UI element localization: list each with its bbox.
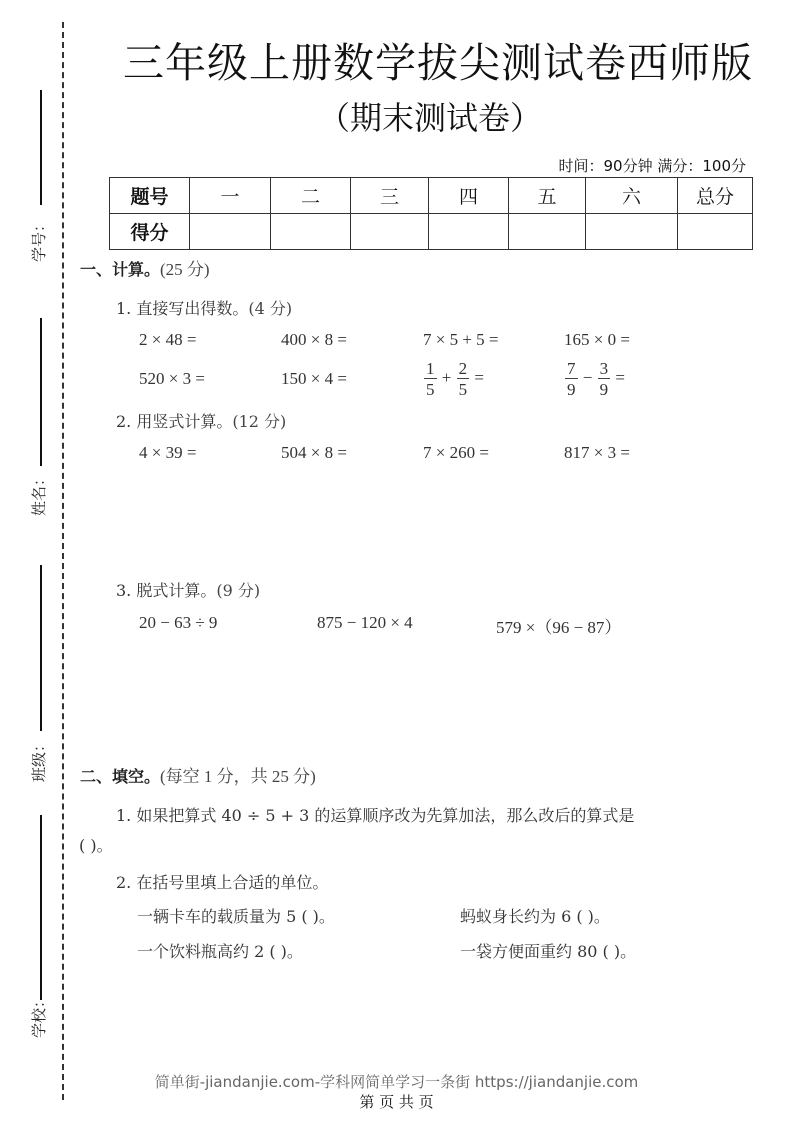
score-row-label: 得分 [110, 214, 190, 250]
class-label: 班级： [30, 736, 48, 782]
section-2-points: (每空 1 分，共 25 分) [160, 767, 316, 786]
section-1-title: 一、计算。 [80, 260, 161, 279]
question-points: (12 分) [232, 412, 287, 431]
fill-blank-item[interactable]: 一袋方便面重约 80 ( )。 [460, 942, 637, 961]
section-1-points: (25 分) [160, 260, 210, 279]
footer-watermark: 简单街-jiandanjie.com-学科网简单学习一条街 https://jiandanjie.com [154, 1073, 639, 1091]
expression: 400 × 8 = [281, 330, 347, 349]
question-1-3 [116, 578, 260, 601]
score-cell[interactable] [271, 214, 351, 250]
expression: 2 × 48 = [139, 330, 197, 349]
expression: 4 × 39 = [139, 443, 197, 462]
fill-blank-item[interactable]: 蚂蚁身长约为 6 ( )。 [460, 907, 610, 926]
score-cell[interactable] [509, 214, 586, 250]
expression: 7 × 260 = [423, 443, 489, 462]
name-label: 姓名： [30, 470, 48, 516]
page-subtitle: （期末测试卷） [317, 99, 542, 137]
expression: 579 ×（96 − 87） [496, 618, 622, 637]
score-cell[interactable] [586, 214, 678, 250]
expression: 504 × 8 = [281, 443, 347, 462]
section-1-heading [80, 255, 210, 280]
fill-blank-item[interactable]: 一个饮料瓶高约 2 ( )。 [137, 942, 303, 961]
score-cell[interactable] [429, 214, 509, 250]
header-cell: 六 [586, 178, 678, 214]
student-id-label: 学号： [30, 216, 48, 262]
header-cell: 二 [271, 178, 351, 214]
question-label: 2. 用竖式计算。 [116, 412, 233, 431]
score-table [109, 177, 753, 250]
question-points: (4 分) [248, 299, 293, 318]
expression: 165 × 0 = [564, 330, 630, 349]
question-2-2-label: 2. 在括号里填上合适的单位。 [116, 873, 329, 892]
expression: 817 × 3 = [564, 443, 630, 462]
answer-area[interactable] [116, 470, 756, 570]
score-table-header-row [110, 178, 753, 214]
cut-line [62, 22, 64, 1100]
question-label: 1. 直接写出得数。 [116, 299, 249, 318]
class-line[interactable] [40, 565, 42, 731]
score-cell[interactable] [678, 214, 753, 250]
question-1-2 [116, 409, 286, 432]
fraction: $\frac{3}{9}$ [599, 359, 609, 399]
question-2-1-line1: 1. 如果把算式 40 ÷ 5 + 3 的运算顺序改为先算加法，那么改后的算式是 [116, 806, 635, 825]
header-cell: 三 [351, 178, 429, 214]
fraction: $\frac{1}{5}$ [426, 359, 435, 399]
page-number: 第 页 共 页 [359, 1093, 434, 1111]
question-2-1-blank[interactable]: ( )。 [79, 836, 113, 855]
question-1-1 [116, 296, 292, 319]
score-table-score-row [110, 214, 753, 250]
name-line[interactable] [40, 318, 42, 466]
header-cell: 总分 [678, 178, 753, 214]
header-cell: 一 [190, 178, 271, 214]
answer-area[interactable] [116, 640, 756, 750]
header-cell: 五 [509, 178, 586, 214]
section-2-title: 二、填空。 [80, 767, 161, 786]
header-cell: 四 [429, 178, 509, 214]
fraction-expression: $\frac{1}{5}$ + $\frac{2}{5}$ = [426, 359, 484, 399]
expression: 520 × 3 = [139, 369, 205, 388]
exam-meta: 时间：90分钟 满分：100分 [558, 157, 746, 175]
school-line[interactable] [40, 815, 42, 1000]
student-id-line[interactable] [40, 90, 42, 205]
page-title: 三年级上册数学拔尖测试卷西师版 [123, 39, 753, 87]
score-cell[interactable] [190, 214, 271, 250]
school-label: 学校： [30, 992, 48, 1038]
fraction: $\frac{7}{9}$ [567, 359, 576, 399]
fraction-expression: $\frac{7}{9}$ − $\frac{3}{9}$ = [567, 359, 625, 399]
question-points: (9 分) [216, 581, 261, 600]
score-cell[interactable] [351, 214, 429, 250]
fraction: $\frac{2}{5}$ [458, 359, 468, 399]
section-2-heading [80, 762, 316, 787]
expression: 875 − 120 × 4 [317, 613, 413, 632]
question-label: 3. 脱式计算。 [116, 581, 217, 600]
expression: 7 × 5 + 5 = [423, 330, 499, 349]
fill-blank-item[interactable]: 一辆卡车的载质量为 5 ( )。 [137, 907, 335, 926]
header-cell: 题号 [110, 178, 190, 214]
expression: 20 − 63 ÷ 9 [139, 613, 218, 632]
expression: 150 × 4 = [281, 369, 347, 388]
